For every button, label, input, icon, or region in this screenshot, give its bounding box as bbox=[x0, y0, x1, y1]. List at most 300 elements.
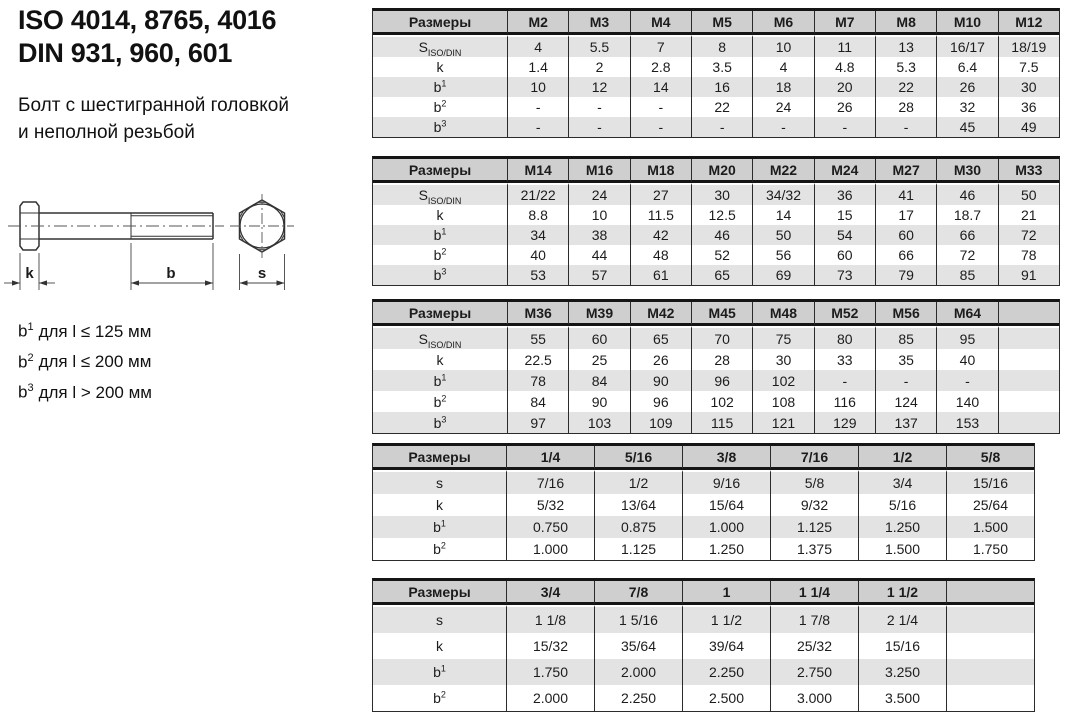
row-label: $b^3$ bbox=[433, 266, 447, 283]
table-row bbox=[373, 470, 1034, 494]
table-cell: 22.5 bbox=[507, 349, 568, 370]
table-cell: 1.250 bbox=[858, 516, 946, 538]
column-header: M36 bbox=[507, 302, 568, 326]
table-cell: 1.750 bbox=[946, 538, 1034, 560]
table-cell: 33 bbox=[814, 349, 875, 370]
table-row bbox=[373, 538, 1034, 560]
table-cell: 55 bbox=[507, 326, 568, 349]
table-cell: 42 bbox=[630, 225, 691, 245]
table-cell: 1.000 bbox=[682, 516, 770, 538]
table-cell: 65 bbox=[630, 326, 691, 349]
table-cell: 2 1/4 bbox=[858, 605, 946, 633]
table-cell: 41 bbox=[875, 183, 936, 205]
column-header: 3/8 bbox=[682, 446, 770, 470]
table-cell: - bbox=[630, 117, 691, 137]
empty-cell bbox=[998, 391, 1059, 412]
row-label: k bbox=[436, 59, 444, 75]
table-cell: 124 bbox=[875, 391, 936, 412]
table-cell: 7/16 bbox=[506, 470, 594, 494]
row-label: $b^1$ bbox=[433, 518, 446, 535]
table-cell: 1.125 bbox=[770, 516, 858, 538]
table-cell: 5/8 bbox=[770, 470, 858, 494]
table-cell: 72 bbox=[936, 245, 997, 265]
label-column-header: Размеры bbox=[373, 302, 507, 326]
table-cell: 48 bbox=[630, 245, 691, 265]
title-line-iso: ISO 4014, 8765, 4016 bbox=[18, 5, 277, 35]
table-cell: 129 bbox=[814, 412, 875, 433]
table-row bbox=[373, 225, 1059, 245]
table-cell: 72 bbox=[998, 225, 1059, 245]
table-cell: - bbox=[752, 117, 813, 137]
table-cell: 11.5 bbox=[630, 205, 691, 225]
table-cell: 46 bbox=[691, 225, 752, 245]
footnote-b1: $b^1$ для l ≤ 125 мм bbox=[18, 321, 152, 341]
table-cell: 3/4 bbox=[858, 470, 946, 494]
column-header: 1/2 bbox=[858, 446, 946, 470]
table-cell: 34/32 bbox=[752, 183, 813, 205]
table-cell: 30 bbox=[752, 349, 813, 370]
row-label: $S_{ISO/DIN}$ bbox=[373, 183, 507, 205]
table-cell: 85 bbox=[936, 265, 997, 285]
header-row bbox=[373, 302, 1059, 326]
table-cell: 84 bbox=[507, 391, 568, 412]
table-cell: 70 bbox=[691, 326, 752, 349]
table-cell: 53 bbox=[507, 265, 568, 285]
table-cell: 4 bbox=[507, 35, 568, 57]
table-metric-m36-m64 bbox=[372, 299, 1060, 434]
label-column-header: Размеры bbox=[373, 581, 506, 605]
table-cell: 1/2 bbox=[594, 470, 682, 494]
table-row bbox=[373, 605, 1034, 633]
column-header: M39 bbox=[568, 302, 629, 326]
table-cell: 26 bbox=[630, 349, 691, 370]
row-label: $b^3$ bbox=[433, 413, 447, 431]
table-cell: 10 bbox=[507, 77, 568, 97]
table-row bbox=[373, 685, 1034, 711]
table-cell: 25 bbox=[568, 349, 629, 370]
table-cell: 28 bbox=[875, 97, 936, 117]
table-cell: - bbox=[875, 117, 936, 137]
table-cell: 15/32 bbox=[506, 633, 594, 659]
column-header: 7/8 bbox=[594, 581, 682, 605]
table-cell: 60 bbox=[814, 245, 875, 265]
empty-cell bbox=[946, 685, 1034, 711]
table-cell: 4.8 bbox=[814, 57, 875, 77]
column-header: M3 bbox=[568, 11, 629, 35]
row-label: $S_{ISO/DIN}$ bbox=[373, 35, 507, 57]
table-cell: 2.8 bbox=[630, 57, 691, 77]
table-cell: 116 bbox=[814, 391, 875, 412]
column-header: M2 bbox=[507, 11, 568, 35]
table-row bbox=[373, 57, 1059, 77]
table-cell: 30 bbox=[998, 77, 1059, 97]
column-header: M48 bbox=[752, 302, 813, 326]
table-row bbox=[373, 245, 1059, 265]
table-cell: 78 bbox=[507, 370, 568, 391]
dim-label-b: b bbox=[166, 265, 176, 282]
column-header: M4 bbox=[630, 11, 691, 35]
table-cell: 102 bbox=[691, 391, 752, 412]
table-cell: 1.500 bbox=[946, 516, 1034, 538]
table-cell: 2.000 bbox=[594, 659, 682, 685]
table-cell: 45 bbox=[936, 117, 997, 137]
table-cell: 15/16 bbox=[946, 470, 1034, 494]
table-cell: 25/64 bbox=[946, 494, 1034, 516]
label-column-header: Размеры bbox=[373, 159, 507, 183]
table-cell: 2.500 bbox=[682, 685, 770, 711]
table-cell: 1.250 bbox=[682, 538, 770, 560]
table-cell: 108 bbox=[752, 391, 813, 412]
column-header: 3/4 bbox=[506, 581, 594, 605]
table-cell: 2.000 bbox=[506, 685, 594, 711]
table-row bbox=[373, 349, 1059, 370]
column-header: M30 bbox=[936, 159, 997, 183]
page-subtitle bbox=[18, 92, 289, 146]
table-cell: 96 bbox=[630, 391, 691, 412]
table-cell: 15 bbox=[814, 205, 875, 225]
table-cell: 5/16 bbox=[858, 494, 946, 516]
title-line-din: DIN 931, 960, 601 bbox=[18, 38, 233, 68]
empty-header-cell bbox=[946, 581, 1034, 605]
column-header: M12 bbox=[998, 11, 1059, 35]
table-cell: 10 bbox=[752, 35, 813, 57]
column-header: M18 bbox=[630, 159, 691, 183]
row-label: $b^2$ bbox=[433, 689, 446, 706]
table-cell: 36 bbox=[814, 183, 875, 205]
table-cell: 56 bbox=[752, 245, 813, 265]
table-cell: 3.250 bbox=[858, 659, 946, 685]
table-cell: 6.4 bbox=[936, 57, 997, 77]
table-row bbox=[373, 494, 1034, 516]
table-cell: 5/32 bbox=[506, 494, 594, 516]
table-cell: 24 bbox=[752, 97, 813, 117]
table-cell: - bbox=[936, 370, 997, 391]
row-label: k bbox=[436, 351, 444, 368]
table-cell: 102 bbox=[752, 370, 813, 391]
column-header: M20 bbox=[691, 159, 752, 183]
table-cell: 1 5/16 bbox=[594, 605, 682, 633]
row-label: k bbox=[436, 497, 443, 513]
table-row bbox=[373, 391, 1059, 412]
table-cell: 1 1/8 bbox=[506, 605, 594, 633]
table-row bbox=[373, 516, 1034, 538]
column-header: M10 bbox=[936, 11, 997, 35]
row-label: $b^1$ bbox=[433, 226, 447, 243]
table-cell: 66 bbox=[875, 245, 936, 265]
table-cell: - bbox=[568, 117, 629, 137]
table-cell: - bbox=[630, 97, 691, 117]
table-cell: 103 bbox=[568, 412, 629, 433]
bolt-drawing bbox=[0, 150, 370, 315]
column-header: M7 bbox=[814, 11, 875, 35]
table-row bbox=[373, 97, 1059, 117]
column-header: 5/8 bbox=[946, 446, 1034, 470]
table-cell: 2 bbox=[568, 57, 629, 77]
dim-label-k: k bbox=[25, 265, 34, 282]
empty-cell bbox=[998, 370, 1059, 391]
table-cell: 12 bbox=[568, 77, 629, 97]
column-header: 7/16 bbox=[770, 446, 858, 470]
table-cell: 14 bbox=[630, 77, 691, 97]
table-cell: 0.875 bbox=[594, 516, 682, 538]
table-cell: 2.250 bbox=[682, 659, 770, 685]
table-row bbox=[373, 205, 1059, 225]
dim-label-s: s bbox=[257, 265, 267, 282]
table-cell: - bbox=[814, 117, 875, 137]
table-cell: 44 bbox=[568, 245, 629, 265]
column-header: 1 bbox=[682, 581, 770, 605]
table-cell: 40 bbox=[936, 349, 997, 370]
header-row bbox=[373, 446, 1034, 470]
column-header: M22 bbox=[752, 159, 813, 183]
table-cell: 65 bbox=[691, 265, 752, 285]
row-label: s bbox=[373, 605, 506, 633]
footnotes bbox=[18, 314, 152, 406]
table-cell: 84 bbox=[568, 370, 629, 391]
table-cell: 75 bbox=[752, 326, 813, 349]
table-cell: 153 bbox=[936, 412, 997, 433]
column-header: 1 1/2 bbox=[858, 581, 946, 605]
table-cell: 50 bbox=[998, 183, 1059, 205]
subtitle-line-2: и неполной резьбой bbox=[18, 122, 195, 143]
table-cell: 73 bbox=[814, 265, 875, 285]
table-cell: 57 bbox=[568, 265, 629, 285]
table-cell: 1.4 bbox=[507, 57, 568, 77]
empty-cell bbox=[998, 326, 1059, 349]
table-cell: - bbox=[507, 97, 568, 117]
row-label: $b^1$ bbox=[433, 371, 447, 389]
table-cell: 16 bbox=[691, 77, 752, 97]
table-cell: 91 bbox=[998, 265, 1059, 285]
table-cell: 95 bbox=[936, 326, 997, 349]
bolt-side-view bbox=[8, 202, 224, 250]
table-cell: 5.5 bbox=[568, 35, 629, 57]
table-cell: 8 bbox=[691, 35, 752, 57]
table-cell: 52 bbox=[691, 245, 752, 265]
table-cell: 7 bbox=[630, 35, 691, 57]
column-header: M6 bbox=[752, 11, 813, 35]
column-header: M16 bbox=[568, 159, 629, 183]
table-cell: - bbox=[691, 117, 752, 137]
table-row bbox=[373, 77, 1059, 97]
column-header: 5/16 bbox=[594, 446, 682, 470]
table-cell: 40 bbox=[507, 245, 568, 265]
table-cell: 66 bbox=[936, 225, 997, 245]
table-row bbox=[373, 183, 1059, 205]
column-header: M8 bbox=[875, 11, 936, 35]
table-cell: 15/16 bbox=[858, 633, 946, 659]
table-cell: 121 bbox=[752, 412, 813, 433]
column-header: M27 bbox=[875, 159, 936, 183]
table-cell: 18/19 bbox=[998, 35, 1059, 57]
subtitle-line-1: Болт с шестигранной головкой bbox=[18, 95, 289, 116]
table-cell: 22 bbox=[875, 77, 936, 97]
table-cell: 9/16 bbox=[682, 470, 770, 494]
table-cell: 1.750 bbox=[506, 659, 594, 685]
table-cell: 16/17 bbox=[936, 35, 997, 57]
table-cell: 36 bbox=[998, 97, 1059, 117]
table-row bbox=[373, 370, 1059, 391]
column-header: M24 bbox=[814, 159, 875, 183]
table-cell: 32 bbox=[936, 97, 997, 117]
table-cell: 5.3 bbox=[875, 57, 936, 77]
table-cell: 35 bbox=[875, 349, 936, 370]
table-cell: 54 bbox=[814, 225, 875, 245]
table-cell: 25/32 bbox=[770, 633, 858, 659]
table-cell: 90 bbox=[568, 391, 629, 412]
empty-cell bbox=[998, 412, 1059, 433]
empty-cell bbox=[998, 349, 1059, 370]
table-cell: 3.500 bbox=[858, 685, 946, 711]
table-cell: 4 bbox=[752, 57, 813, 77]
table-cell: 34 bbox=[507, 225, 568, 245]
table-inch-3-4-to-1-1-2 bbox=[372, 578, 1035, 712]
column-header: M52 bbox=[814, 302, 875, 326]
table-cell: 3.000 bbox=[770, 685, 858, 711]
table-row bbox=[373, 633, 1034, 659]
footnote-b3: $b^3$ для l > 200 мм bbox=[18, 382, 152, 402]
table-cell: 2.750 bbox=[770, 659, 858, 685]
table-cell: 15/64 bbox=[682, 494, 770, 516]
table-metric-m14-m33 bbox=[372, 156, 1060, 286]
column-header: M64 bbox=[936, 302, 997, 326]
table-cell: 109 bbox=[630, 412, 691, 433]
footnote-b2: $b^2$ для l ≤ 200 мм bbox=[18, 351, 152, 372]
table-cell: 115 bbox=[691, 412, 752, 433]
table-cell: 18.7 bbox=[936, 205, 997, 225]
table-cell: 35/64 bbox=[594, 633, 682, 659]
row-label: $S_{ISO/DIN}$ bbox=[373, 326, 507, 349]
table-cell: - bbox=[814, 370, 875, 391]
table-row bbox=[373, 117, 1059, 137]
row-label: $b^2$ bbox=[433, 98, 447, 115]
table-cell: 50 bbox=[752, 225, 813, 245]
table-cell: 1.375 bbox=[770, 538, 858, 560]
header-row bbox=[373, 11, 1059, 35]
table-cell: 97 bbox=[507, 412, 568, 433]
row-label: k bbox=[436, 207, 444, 223]
empty-cell bbox=[946, 633, 1034, 659]
table-cell: 69 bbox=[752, 265, 813, 285]
table-cell: 18 bbox=[752, 77, 813, 97]
table-cell: 8.8 bbox=[507, 205, 568, 225]
table-cell: 1 1/2 bbox=[682, 605, 770, 633]
table-cell: 22 bbox=[691, 97, 752, 117]
table-row bbox=[373, 265, 1059, 285]
table-cell: 38 bbox=[568, 225, 629, 245]
table-cell: 9/32 bbox=[770, 494, 858, 516]
table-cell: 49 bbox=[998, 117, 1059, 137]
column-header: 1/4 bbox=[506, 446, 594, 470]
column-header: M42 bbox=[630, 302, 691, 326]
table-cell: 12.5 bbox=[691, 205, 752, 225]
row-label: s bbox=[373, 470, 506, 494]
row-label: $b^2$ bbox=[433, 246, 447, 263]
table-cell: 1 7/8 bbox=[770, 605, 858, 633]
table-cell: 24 bbox=[568, 183, 629, 205]
table-cell: 13 bbox=[875, 35, 936, 57]
table-cell: - bbox=[568, 97, 629, 117]
table-cell: 26 bbox=[814, 97, 875, 117]
column-header: M56 bbox=[875, 302, 936, 326]
table-cell: - bbox=[507, 117, 568, 137]
table-cell: 1.125 bbox=[594, 538, 682, 560]
table-cell: 46 bbox=[936, 183, 997, 205]
row-label: k bbox=[436, 638, 443, 654]
table-row bbox=[373, 326, 1059, 349]
table-cell: 85 bbox=[875, 326, 936, 349]
row-label: $b^1$ bbox=[433, 78, 447, 95]
column-header: M33 bbox=[998, 159, 1059, 183]
table-cell: 1.000 bbox=[506, 538, 594, 560]
header-row bbox=[373, 581, 1034, 605]
table-cell: 140 bbox=[936, 391, 997, 412]
column-header: M45 bbox=[691, 302, 752, 326]
table-metric-m2-m12 bbox=[372, 8, 1060, 138]
row-label: $b^1$ bbox=[433, 663, 446, 680]
table-cell: 0.750 bbox=[506, 516, 594, 538]
row-label: $b^2$ bbox=[433, 540, 446, 557]
table-cell: 20 bbox=[814, 77, 875, 97]
table-cell: 21 bbox=[998, 205, 1059, 225]
table-cell: 61 bbox=[630, 265, 691, 285]
page-title bbox=[18, 4, 276, 70]
empty-cell bbox=[946, 659, 1034, 685]
table-cell: 96 bbox=[691, 370, 752, 391]
table-cell: 3.5 bbox=[691, 57, 752, 77]
table-cell: 30 bbox=[691, 183, 752, 205]
table-cell: 7.5 bbox=[998, 57, 1059, 77]
table-row bbox=[373, 35, 1059, 57]
table-cell: 10 bbox=[568, 205, 629, 225]
table-cell: 60 bbox=[568, 326, 629, 349]
row-label: $b^2$ bbox=[433, 392, 447, 410]
table-cell: 27 bbox=[630, 183, 691, 205]
table-cell: 79 bbox=[875, 265, 936, 285]
table-cell: 11 bbox=[814, 35, 875, 57]
table-row bbox=[373, 659, 1034, 685]
label-column-header: Размеры bbox=[373, 446, 506, 470]
column-header: M14 bbox=[507, 159, 568, 183]
table-cell: 39/64 bbox=[682, 633, 770, 659]
table-cell: 21/22 bbox=[507, 183, 568, 205]
row-label: $b^3$ bbox=[433, 118, 447, 135]
bolt-end-view bbox=[230, 194, 294, 258]
table-inch-quarter-to-5-8 bbox=[372, 443, 1035, 561]
table-cell: 90 bbox=[630, 370, 691, 391]
table-cell: 26 bbox=[936, 77, 997, 97]
table-cell: 14 bbox=[752, 205, 813, 225]
table-row bbox=[373, 412, 1059, 433]
label-column-header: Размеры bbox=[373, 11, 507, 35]
dimension-annotations bbox=[4, 243, 285, 290]
table-cell: 137 bbox=[875, 412, 936, 433]
table-cell: - bbox=[875, 370, 936, 391]
table-cell: 1.500 bbox=[858, 538, 946, 560]
table-cell: 60 bbox=[875, 225, 936, 245]
column-header: 1 1/4 bbox=[770, 581, 858, 605]
table-cell: 17 bbox=[875, 205, 936, 225]
column-header: M5 bbox=[691, 11, 752, 35]
table-cell: 2.250 bbox=[594, 685, 682, 711]
table-cell: 13/64 bbox=[594, 494, 682, 516]
table-cell: 28 bbox=[691, 349, 752, 370]
empty-header-cell bbox=[998, 302, 1059, 326]
empty-cell bbox=[946, 605, 1034, 633]
header-row bbox=[373, 159, 1059, 183]
table-cell: 78 bbox=[998, 245, 1059, 265]
table-cell: 80 bbox=[814, 326, 875, 349]
